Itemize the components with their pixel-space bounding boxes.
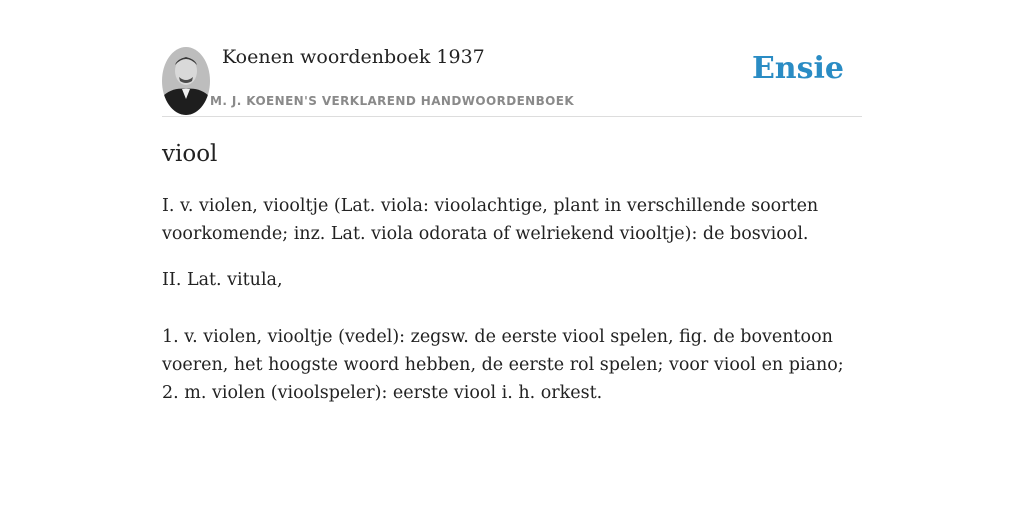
entry-headword: viool bbox=[162, 141, 218, 167]
brand-logo[interactable]: Ensie bbox=[751, 51, 844, 86]
page-container bbox=[162, 0, 862, 403]
sense-line: 2. m. violen (vioolspeler): eerste viool i. h. orkest. bbox=[162, 383, 603, 403]
dictionary-header bbox=[162, 0, 862, 117]
entry-senses bbox=[162, 323, 842, 407]
entry-paragraph: II. Lat. vitula, bbox=[162, 270, 283, 290]
sense-line: voeren, het hoogste woord hebben, de eerste rol spelen; voor viool en piano; bbox=[162, 355, 844, 375]
entry-paragraph: I. v. violen, viooltje (Lat. viola: vioolachtige, plant in verschillende soorten voorkomende; inz. Lat. viola odorata of welriekend viooltje): de bosviool. bbox=[162, 196, 819, 244]
dictionary-title[interactable]: Koenen woordenboek 1937 bbox=[222, 46, 485, 68]
dictionary-subtitle: M. J. KOENEN'S VERKLAREND HANDWOORDENBOEK bbox=[210, 94, 575, 108]
sense-line: 1. v. violen, viooltje (vedel): zegsw. de eerste viool spelen, fig. de boventoon bbox=[162, 327, 833, 347]
portrait-photo-icon[interactable] bbox=[162, 47, 210, 115]
